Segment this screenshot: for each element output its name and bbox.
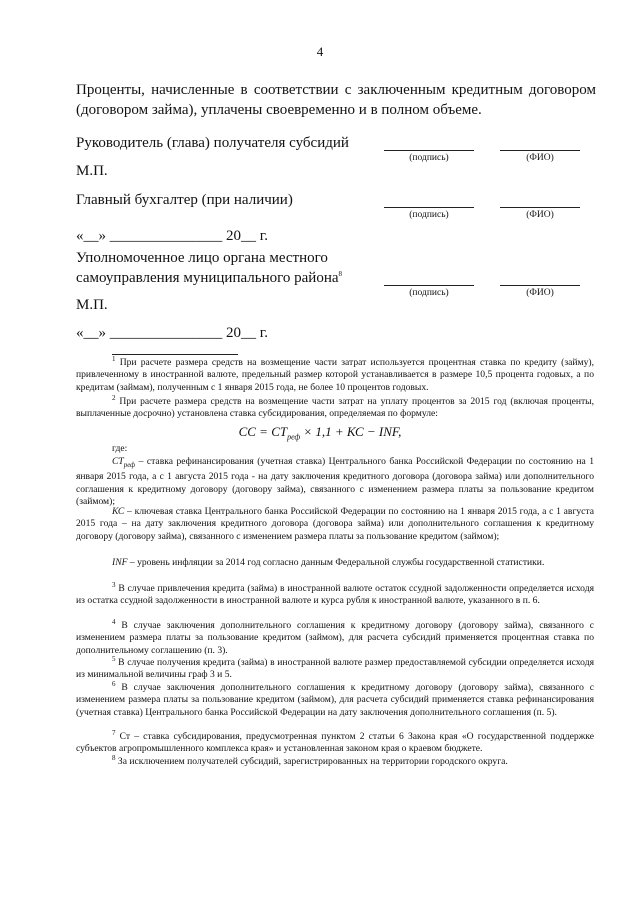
footnote-8: $^8$ За исключением получателей субсидий, зарегистрированных на территории городского округа. <box>112 753 508 767</box>
official-label-line2: самоуправления муниципального района$^8$ <box>76 270 343 286</box>
date-line: «__» _______________ 20__ г. <box>76 325 268 341</box>
head-label: Руководитель (глава) получателя субсидий <box>76 135 349 151</box>
signature-caption: (подпись) <box>409 153 449 163</box>
footnote-2: $^2$ При расчете размера средств на возмещение части затрат на уплату процентов за 2015 год (включая проценты, выплаченные досрочно) установлена ставка субсидирования, определяемая по формуле: <box>76 393 594 420</box>
footnote-7: $^7$ Ст – ставка субсидирования, предусмотренная пунктом 2 статьи 6 Закона края «О государственной поддержке субъектов агропромышленного комплекса края» и установленная законом края о краевом бюджете. <box>76 728 594 755</box>
signature-line-accountant <box>384 207 474 208</box>
name-line-official <box>500 285 580 286</box>
name-caption: (ФИО) <box>526 288 554 298</box>
name-caption: (ФИО) <box>526 210 554 220</box>
signature-line-head <box>384 150 474 151</box>
stamp-label: М.П. <box>76 297 108 313</box>
signature-caption: (подпись) <box>409 210 449 220</box>
footnote-4: $^4$ В случае заключения дополнительного соглашения к кредитному договору (договору займа), связанного с изменением размера платы за пользование кредитом (займом), для расчета субсидий применяется процентная ставка по дополнительному соглашению (п. 3). <box>76 617 594 656</box>
subsidy-formula: CC = $CT_{реф} \times 1,1$ + КС − INF, <box>238 424 402 442</box>
signature-line-official <box>384 285 474 286</box>
footnote-1: $^1$ При расчете размера средств на возмещение части затрат используется процентная ставка по кредиту (займу), привлеченному в иностранной валюте, предельный размер которой устанавливается в размере 10,5 процента годовых, а по кредитам (займам), полученным с 1 января 2015 года, не более 10 процентов годовых. <box>76 354 594 393</box>
intro-paragraph: Проценты, начисленные в соответствии с заключенным кредитным договором (договором займа), уплачены своевременно и в полном объеме. <box>76 82 596 118</box>
signature-caption: (подпись) <box>409 288 449 298</box>
official-label-line1: Уполномоченное лицо органа местного <box>76 250 328 266</box>
definition-kc: КС – ключевая ставка Центрального банка Российской Федерации по состоянию на 1 января 2015 года, а с 1 августа 2015 года – на дату заключения кредитного договора (договора займа) или дополнительного соглашения к кредитному договору (договору займа), связанного с изменением размера платы за пользование кредитом (займом); <box>76 506 594 542</box>
name-caption: (ФИО) <box>526 153 554 163</box>
footnote-3: $^3$ В случае привлечения кредита (займа) в иностранной валюте остаток ссудной задолженности определяется исходя из остатка ссудной задолженности в иностранной валюте и курса рубля к иностранной валюте, указанного в п. 6. <box>76 580 594 607</box>
footnote-separator <box>112 354 238 355</box>
definition-ct: $СТ_{реф}$ – ставка рефинансирования (учетная ставка) Центрального банка Российской Федерации по состоянию на 1 января 2015 года, а с 1 августа 2015 года - на дату заключения кредитного договора (договора займа) или дополнительного соглашения к кредитному договору (договору займа), связанного с изменением размера платы за пользование кредитом (займом); <box>76 456 594 507</box>
name-line-accountant <box>500 207 580 208</box>
date-line: «__» _______________ 20__ г. <box>76 228 268 244</box>
name-line-head <box>500 150 580 151</box>
formula-where: где: <box>112 443 128 454</box>
footnote-5: $^5$ В случае получения кредита (займа) в иностранной валюте размер предоставляемой субсидии определяется исходя из минимальной величины граф 3 и 5. <box>76 654 594 681</box>
footnote-6: $^6$ В случае заключения дополнительного соглашения к кредитному договору (договору займа), связанного с изменением размера платы за пользование кредитом (займом), для расчета субсидий применяется ставка рефинансирования (учетная ставка) Центрального банка Российской Федерации на дату заключения дополнительного соглашения (п. 5). <box>76 679 594 718</box>
definition-inf: INF – уровень инфляции за 2014 год согласно данным Федеральной службы государственной статистики. <box>112 557 545 568</box>
stamp-label: М.П. <box>76 163 108 179</box>
accountant-label: Главный бухгалтер (при наличии) <box>76 192 293 208</box>
page-number: 4 <box>316 44 324 59</box>
